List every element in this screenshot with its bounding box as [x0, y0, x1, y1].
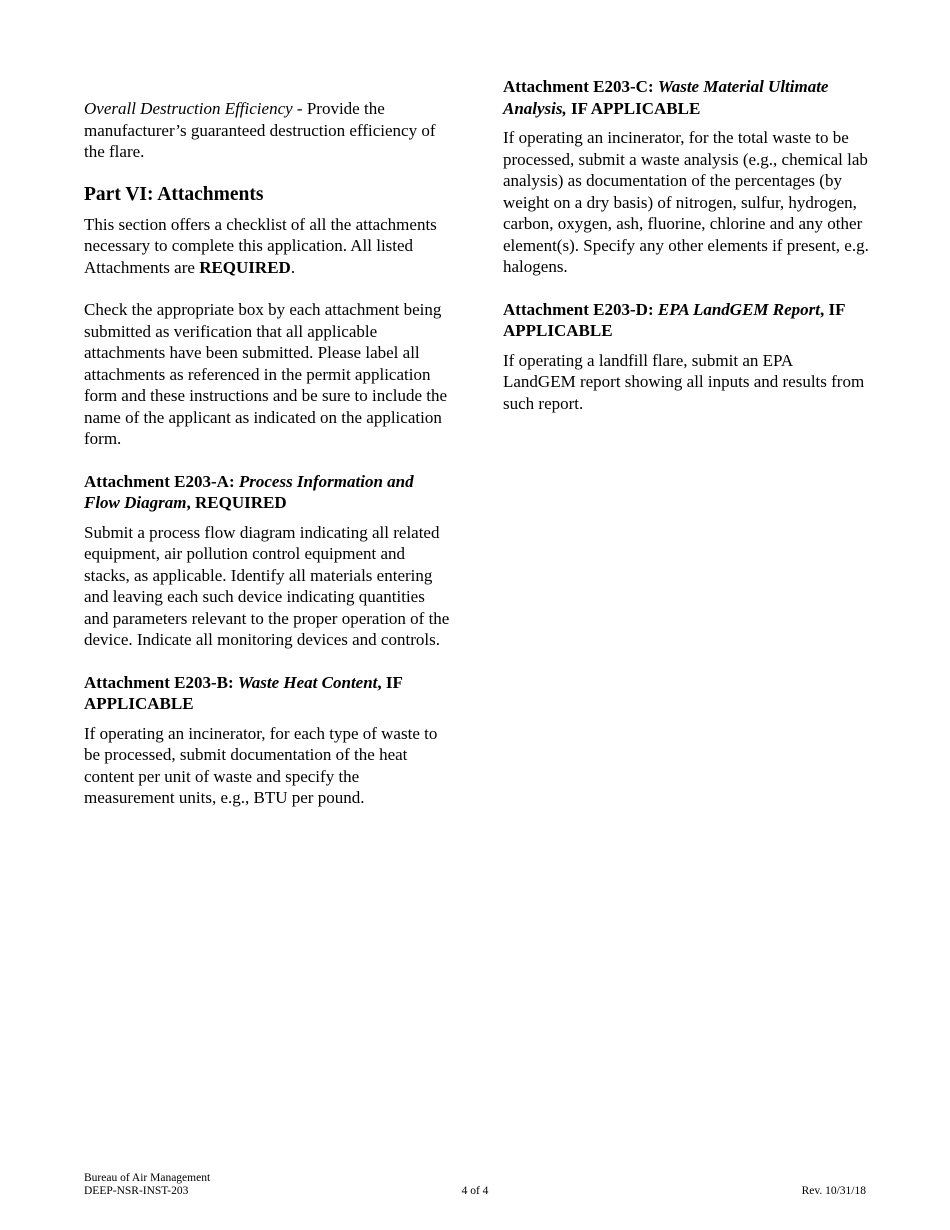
footer-doc-id: DEEP-NSR-INST-203 — [84, 1185, 189, 1197]
footer-page-number: 4 of 4 — [461, 1185, 489, 1197]
attachments-intro-paragraph — [84, 214, 450, 279]
attachment-a-code: Attachment E203-A: — [84, 471, 239, 491]
attachment-d-title: EPA LandGEM Report — [657, 299, 821, 319]
required-emphasis: REQUIRED — [199, 257, 291, 277]
attachment-b-code: Attachment E203-B: — [84, 672, 238, 692]
attachment-b-heading — [84, 672, 450, 715]
right-column — [503, 76, 869, 414]
attachment-d-heading — [503, 299, 869, 342]
footer-revision: Rev. 10/31/18 — [801, 1185, 866, 1197]
attachment-c-body: If operating an incinerator, for the total waste to be processed, submit a waste analysis (e.g., chemical lab analysis) as documentation of the percentages (by weight on a dry basis) of nitrogen, sulfur, hydrogen, carbon, oxygen, ash, fluorine, chlorine and any other element(s). Specify any other elements if present, e.g. halogens. — [503, 128, 869, 276]
destruction-efficiency-term: Overall Destruction Efficiency — [84, 99, 293, 118]
attachment-a-status: , REQUIRED — [186, 493, 287, 512]
attachment-a-heading — [84, 471, 450, 514]
attachment-b-status: , IF APPLICABLE — [84, 672, 403, 713]
checklist-instructions-paragraph: Check the appropriate box by each attachment being submitted as verification that all applicable attachments have been submitted. Please label all attachments as referenced in the permit application form and these instructions and be sure to include the name of the applicant as indicated on the application form. — [84, 300, 448, 448]
footer-bureau: Bureau of Air Management — [84, 1172, 211, 1184]
attachments-intro-text: This section offers a checklist of all the attachments necessary to complete this application. All listed Attachments are — [84, 214, 437, 277]
left-column — [84, 76, 450, 809]
part-vi-heading: Part VI: Attachments — [84, 183, 264, 205]
attachment-a-title: Process Information and Flow Diagram — [84, 471, 414, 512]
attachment-a-body: Submit a process flow diagram indicating all related equipment, air pollution control equipment and stacks, as applicable. Identify all materials entering and leaving each such device indicating quantities and parameters relevant to the proper operation of the device. Indicate all monitoring devices and controls. — [84, 522, 450, 649]
attachment-b-body: If operating an incinerator, for each type of waste to be processed, submit documentation of the heat content per unit of waste and specify the measurement units, e.g., BTU per pound. — [84, 723, 438, 807]
destruction-efficiency-paragraph — [84, 98, 450, 163]
attachments-intro-end: . — [290, 257, 296, 277]
attachment-c-code: Attachment E203-C: — [503, 77, 658, 96]
destruction-efficiency-text: - Provide the manufacturer’s guaranteed destruction efficiency of the flare. — [84, 99, 436, 161]
attachment-b-title: Waste Heat Content — [237, 672, 378, 692]
attachment-c-heading — [503, 76, 869, 119]
attachment-d-code: Attachment E203-D: — [503, 299, 658, 319]
attachment-c-status: IF APPLICABLE — [566, 98, 701, 118]
attachment-c-title: Waste Material Ultimate Analysis, — [503, 77, 829, 118]
attachment-d-body: If operating a landfill flare, submit an EPA LandGEM report showing all inputs and results from such report. — [503, 350, 865, 413]
attachment-d-status: , IF APPLICABLE — [503, 299, 845, 340]
